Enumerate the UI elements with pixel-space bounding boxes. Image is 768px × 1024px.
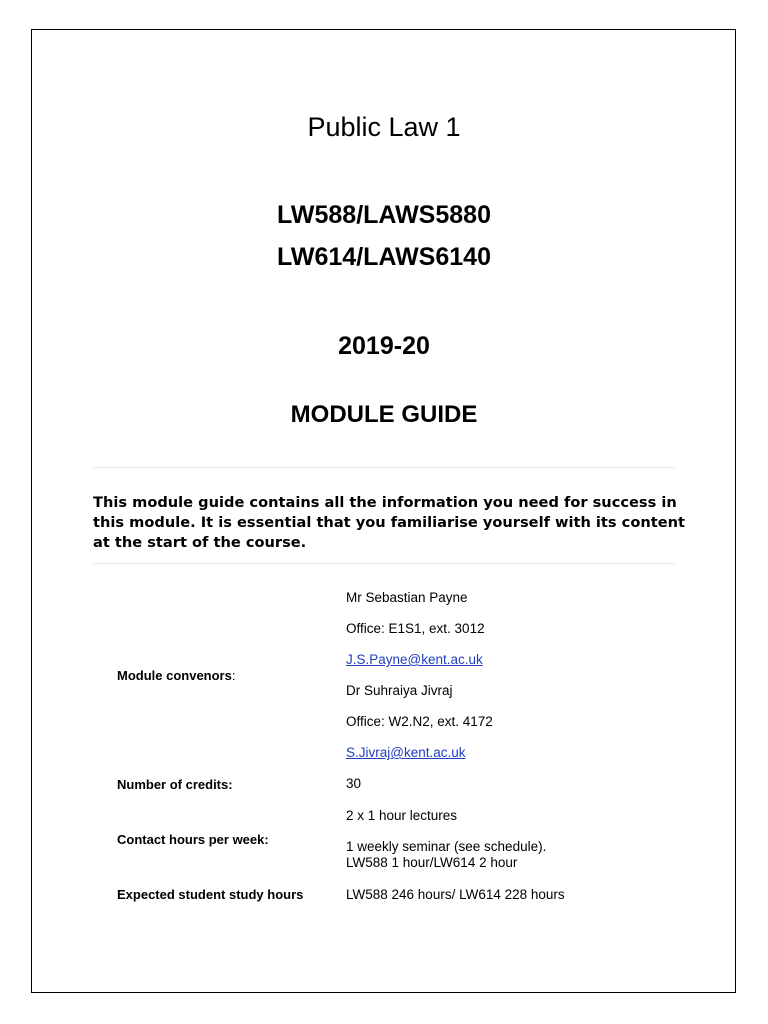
convenor-1-email-row	[346, 652, 483, 668]
academic-year: 2019-20	[338, 332, 430, 360]
contact-seminar-line-1: 1 weekly seminar (see schedule).	[346, 839, 547, 854]
convenor-2-email-link[interactable]: S.Jivraj@kent.ac.uk	[346, 745, 466, 760]
convenors-label-colon: :	[231, 668, 236, 683]
document-title: Public Law 1	[307, 112, 461, 142]
intro-paragraph: This module guide contains all the information you need for success in this module. It is essential that you familiarise yourself with its content at the start of the course.	[93, 494, 685, 551]
credits-value: 30	[346, 776, 362, 791]
contact-seminar-line-2: LW588 1 hour/LW614 2 hour	[346, 855, 518, 870]
study-hours-label: Expected student study hours	[117, 887, 304, 902]
module-guide-heading: MODULE GUIDE	[290, 401, 478, 428]
convenor-1-name: Mr Sebastian Payne	[346, 590, 468, 605]
convenor-2-email-row	[346, 745, 466, 761]
contact-hours-label: Contact hours per week:	[117, 832, 269, 847]
convenor-1-office: Office: E1S1, ext. 3012	[346, 621, 485, 636]
convenor-1-email-link[interactable]: J.S.Payne@kent.ac.uk	[346, 652, 483, 667]
divider-bottom	[93, 563, 675, 564]
credits-label: Number of credits:	[117, 777, 233, 792]
module-code-1: LW588/LAWS5880	[277, 201, 491, 229]
convenors-label	[117, 668, 235, 683]
convenor-2-office: Office: W2.N2, ext. 4172	[346, 714, 493, 729]
contact-lectures: 2 x 1 hour lectures	[346, 808, 458, 823]
convenors-label-text: Module convenors	[117, 668, 232, 683]
study-hours-value: LW588 246 hours/ LW614 228 hours	[346, 887, 565, 902]
module-code-2: LW614/LAWS6140	[277, 243, 491, 271]
convenor-2-name: Dr Suhraiya Jivraj	[346, 683, 453, 698]
divider-top	[93, 467, 675, 468]
